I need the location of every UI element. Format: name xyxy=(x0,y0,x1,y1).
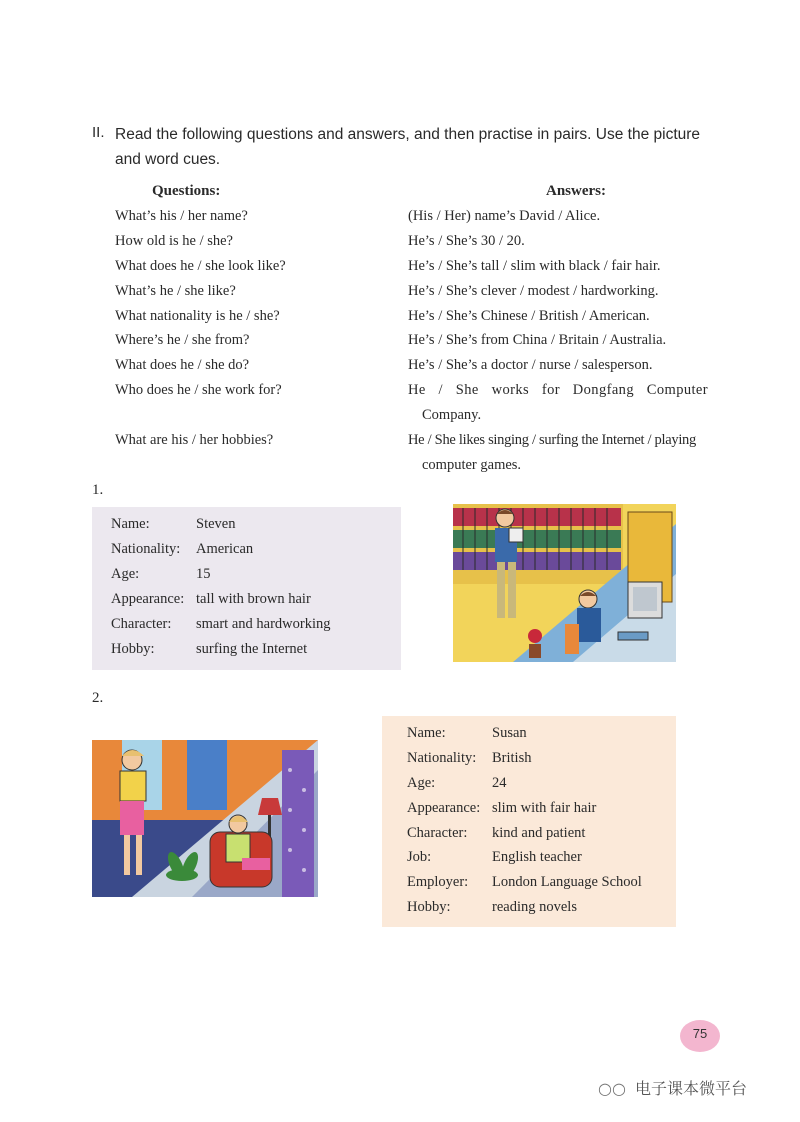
answer-8-line1: He / She works for Dongfang Computer xyxy=(408,382,708,398)
card-value: Susan xyxy=(492,725,527,741)
answer-9-line1: He / She likes singing / surfing the Internet / playing xyxy=(408,432,696,448)
answer-8-line2: Company. xyxy=(422,407,482,423)
questions-header: Questions: xyxy=(152,183,221,199)
answer-5: He’s / She’s Chinese / British / American. xyxy=(408,308,650,324)
section-number: II. xyxy=(92,124,105,141)
card-label: Age: xyxy=(407,775,436,791)
card-label: Job: xyxy=(407,849,432,865)
illustration-steven xyxy=(453,504,676,662)
question-9: What are his / her hobbies? xyxy=(115,432,274,448)
question-8: Who does he / she work for? xyxy=(115,382,282,398)
card-label: Hobby: xyxy=(407,899,451,915)
answer-3: He’s / She’s tall / slim with black / fair hair. xyxy=(408,258,661,274)
card-label: Nationality: xyxy=(407,750,477,766)
card-label: Nationality: xyxy=(111,541,181,557)
example-2-number: 2. xyxy=(92,690,104,706)
card-label: Appearance: xyxy=(111,591,185,607)
example-1-number: 1. xyxy=(92,482,104,498)
card-label: Character: xyxy=(407,825,468,841)
question-7: What does he / she do? xyxy=(115,357,250,373)
card-value: reading novels xyxy=(492,899,577,915)
question-5: What nationality is he / she? xyxy=(115,308,280,324)
card-label: Hobby: xyxy=(111,641,155,657)
card-value: smart and hardworking xyxy=(196,616,331,632)
answers-header: Answers: xyxy=(546,183,606,199)
question-1: What’s his / her name? xyxy=(115,208,248,224)
answer-9-line2: computer games. xyxy=(422,457,522,473)
card-label: Name: xyxy=(111,516,150,532)
answer-2: He’s / She’s 30 / 20. xyxy=(408,233,525,249)
card-value: English teacher xyxy=(492,849,582,865)
card-value: kind and patient xyxy=(492,825,586,841)
profile-card-steven xyxy=(92,507,401,670)
card-value: tall with brown hair xyxy=(196,591,311,607)
card-value: 15 xyxy=(196,566,211,582)
wechat-icon: ○○ xyxy=(598,1079,626,1098)
question-3: What does he / she look like? xyxy=(115,258,286,274)
question-4: What’s he / she like? xyxy=(115,283,236,299)
illustration-susan xyxy=(92,740,318,897)
answer-1: (His / Her) name’s David / Alice. xyxy=(408,208,601,224)
card-value: British xyxy=(492,750,532,766)
question-2: How old is he / she? xyxy=(115,233,233,249)
page-number: 75 xyxy=(692,1026,708,1041)
card-label: Appearance: xyxy=(407,800,481,816)
card-value: Steven xyxy=(196,516,236,532)
card-label: Character: xyxy=(111,616,172,632)
watermark xyxy=(598,1076,747,1099)
card-value: 24 xyxy=(492,775,507,791)
answer-6: He’s / She’s from China / Britain / Australia. xyxy=(408,332,667,348)
card-value: slim with fair hair xyxy=(492,800,597,816)
answer-4: He’s / She’s clever / modest / hardworking. xyxy=(408,283,659,299)
instruction-text: Read the following questions and answers, and then practise in pairs. Use the picture and word cues. xyxy=(115,126,701,168)
profile-card-susan xyxy=(382,716,676,927)
question-6: Where’s he / she from? xyxy=(115,332,250,348)
card-value: surfing the Internet xyxy=(196,641,308,657)
bookshelf-icon xyxy=(453,508,621,570)
card-label: Age: xyxy=(111,566,140,582)
card-label: Employer: xyxy=(407,874,469,890)
card-value: London Language School xyxy=(492,874,642,890)
card-label: Name: xyxy=(407,725,446,741)
answer-7: He’s / She’s a doctor / nurse / salesperson. xyxy=(408,357,653,373)
card-value: American xyxy=(196,541,254,557)
watermark-text: 电子课本微平台 xyxy=(635,1079,748,1098)
